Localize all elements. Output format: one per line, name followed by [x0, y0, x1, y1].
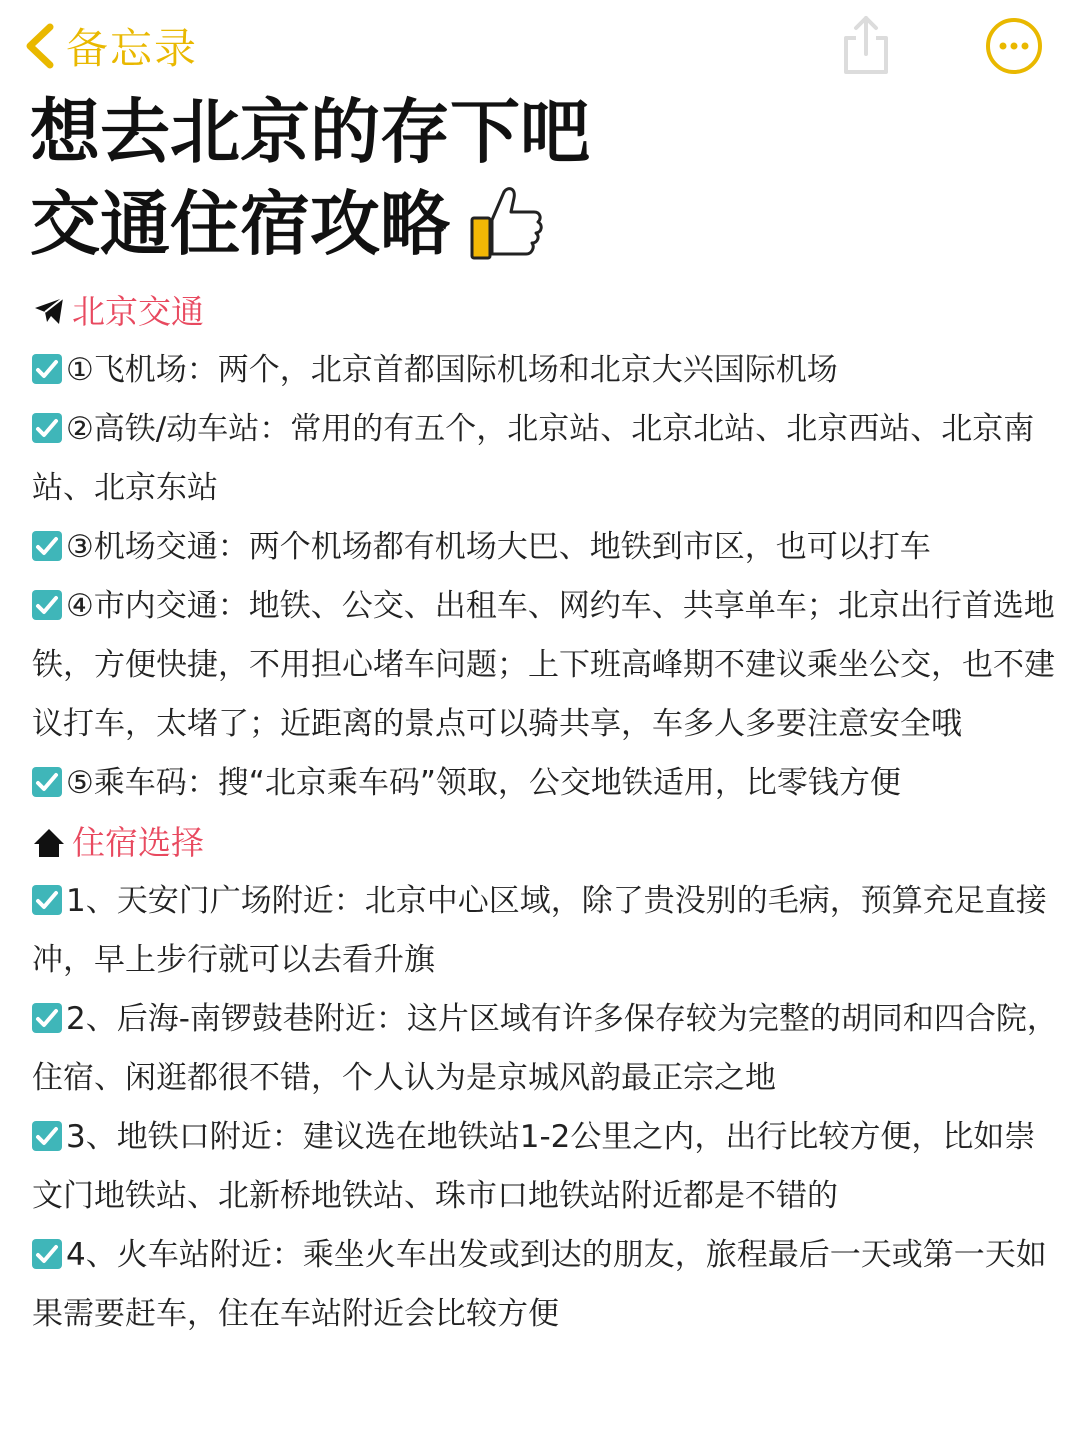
- checkbox-icon: [32, 885, 62, 915]
- thumbs-up-icon: [468, 184, 544, 264]
- checkbox-icon: [32, 1239, 62, 1269]
- checkbox-icon: [32, 413, 62, 443]
- checkbox-icon: [32, 354, 62, 384]
- title-line-2-row: [30, 178, 1050, 270]
- title-line-1: 想去北京的存下吧: [30, 91, 590, 173]
- share-icon: [838, 12, 894, 78]
- section-header-lodging: [32, 813, 1062, 872]
- share-button[interactable]: [838, 12, 894, 78]
- list-item: [32, 518, 1062, 577]
- list-item: [32, 872, 1062, 990]
- more-options-icon: [984, 16, 1044, 76]
- list-item-text: ④市内交通：地铁、公交、出租车、网约车、共享单车；北京出行首选地铁，方便快捷，不用担心堵车问题；上下班高峰期不建议乘坐公交，也不建议打车，太堵了；近距离的景点可以骑共享，车多人多要注意安全哦: [32, 588, 1055, 742]
- section-title: 北京交通: [72, 292, 204, 331]
- airplane-icon: [32, 295, 66, 329]
- list-item: [32, 990, 1062, 1108]
- nav-bar: [0, 0, 1080, 92]
- checkbox-icon: [32, 1003, 62, 1033]
- title-line-2: 交通住宿攻略: [30, 183, 450, 265]
- chevron-left-icon: [22, 21, 56, 71]
- list-item-text: 2、后海-南锣鼓巷附近：这片区域有许多保存较为完整的胡同和四合院，住宿、闲逛都很不错，个人认为是京城风韵最正宗之地: [32, 1001, 1058, 1096]
- list-item: [32, 1226, 1062, 1344]
- list-item-text: 3、地铁口附近：建议选在地铁站1-2公里之内，出行比较方便，比如崇文门地铁站、北新桥地铁站、珠市口地铁站附近都是不错的: [32, 1119, 1036, 1214]
- checkbox-icon: [32, 767, 62, 797]
- list-item: [32, 577, 1062, 754]
- note-body: [32, 282, 1062, 1344]
- list-item-text: ①飞机场：两个，北京首都国际机场和北京大兴国际机场: [66, 352, 838, 388]
- more-options-button[interactable]: [984, 16, 1044, 76]
- checkbox-icon: [32, 531, 62, 561]
- back-button[interactable]: [22, 14, 198, 78]
- back-label: 备忘录: [66, 24, 199, 73]
- checkbox-icon: [32, 590, 62, 620]
- list-item: [32, 754, 1062, 813]
- list-item-text: 4、火车站附近：乘坐火车出发或到达的朋友，旅程最后一天或第一天如果需要赶车，住在车站附近会比较方便: [32, 1237, 1047, 1332]
- house-icon: [32, 826, 66, 860]
- list-item: [32, 400, 1062, 518]
- section-header-transport: [32, 282, 1062, 341]
- checkbox-icon: [32, 1121, 62, 1151]
- list-item-text: ⑤乘车码：搜“北京乘车码”领取，公交地铁适用，比零钱方便: [66, 765, 901, 801]
- list-item-text: ③机场交通：两个机场都有机场大巴、地铁到市区，也可以打车: [66, 529, 931, 565]
- list-item: [32, 1108, 1062, 1226]
- list-item: [32, 341, 1062, 400]
- list-item-text: 1、天安门广场附近：北京中心区域，除了贵没别的毛病，预算充足直接冲，早上步行就可以去看升旗: [32, 883, 1047, 978]
- section-title: 住宿选择: [72, 823, 204, 862]
- list-item-text: ②高铁/动车站：常用的有五个，北京站、北京北站、北京西站、北京南站、北京东站: [32, 411, 1035, 506]
- note-title: [30, 86, 1050, 270]
